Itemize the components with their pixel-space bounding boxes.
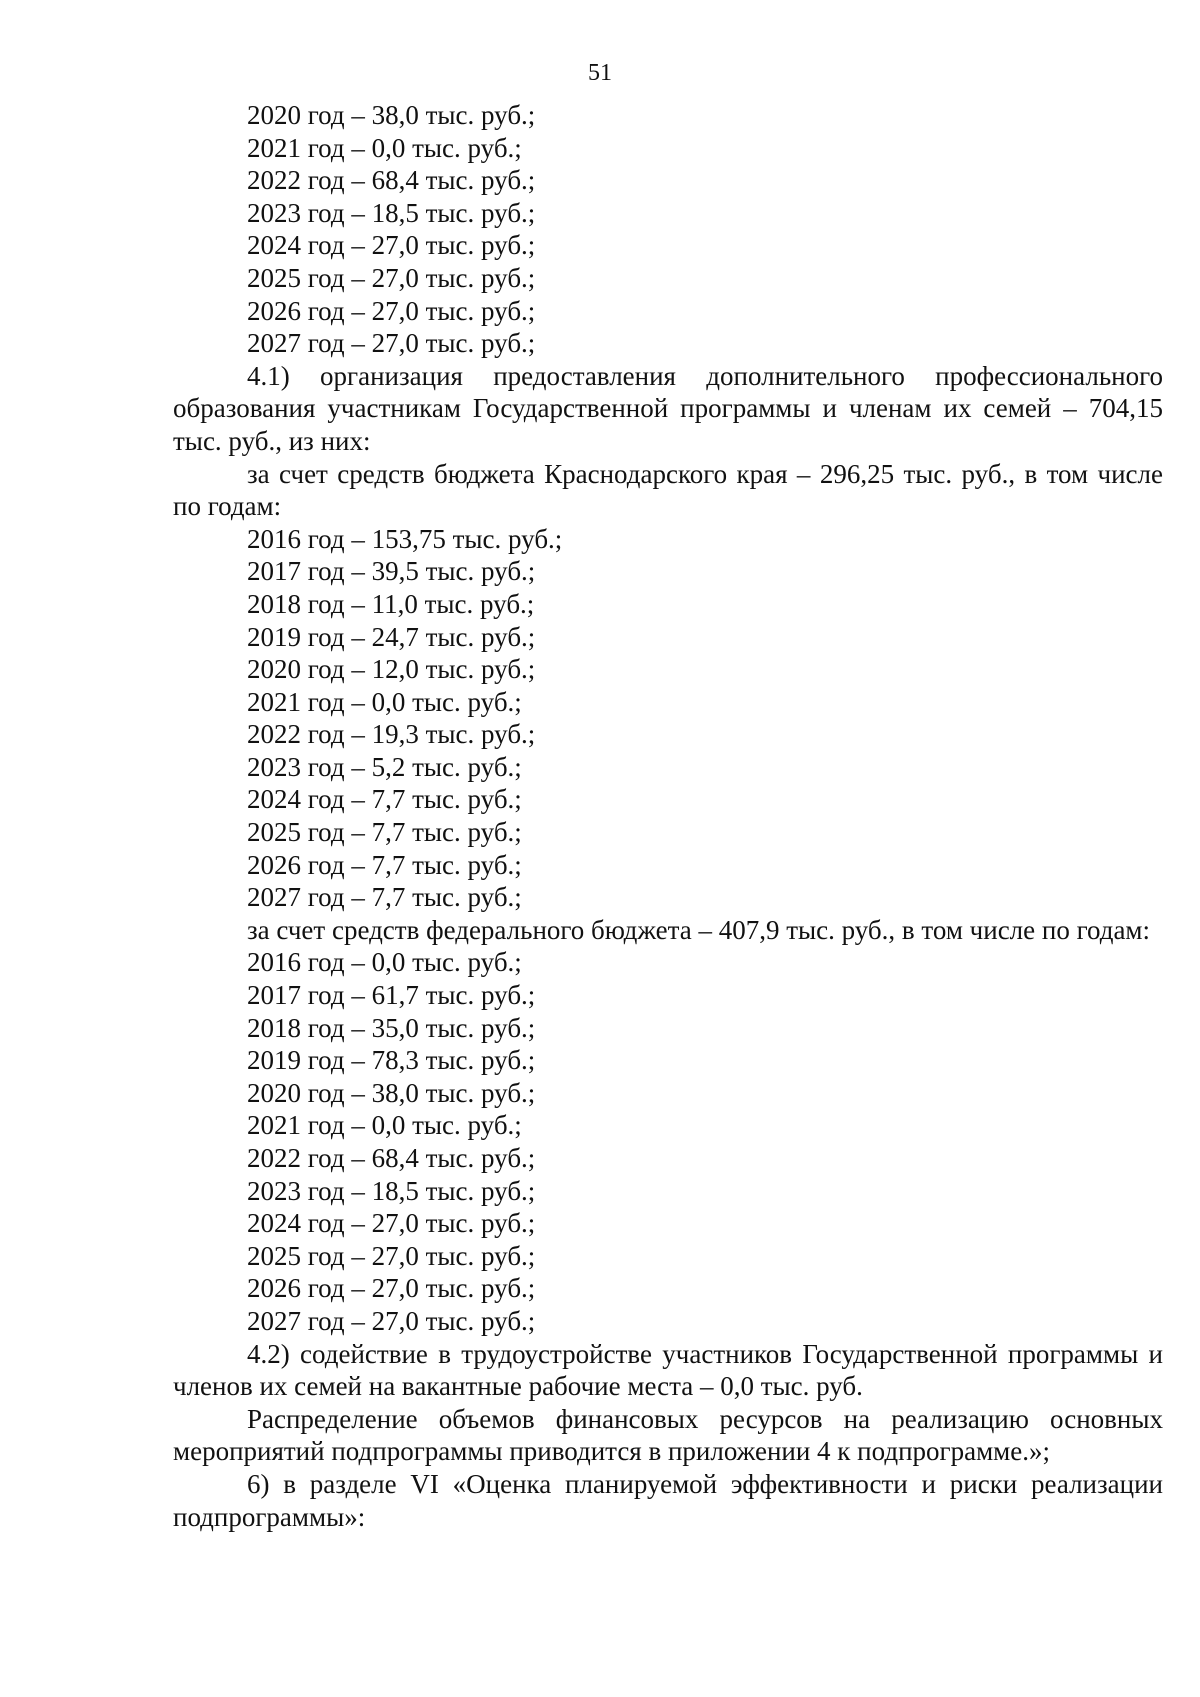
year-line: 2018 год – 35,0 тыс. руб.;	[247, 1012, 536, 1043]
year-line: 2017 год – 39,5 тыс. руб.;	[247, 556, 536, 587]
year-line: 2021 год – 0,0 тыс. руб.;	[247, 1110, 522, 1141]
year-line: 2026 год – 7,7 тыс. руб.;	[247, 849, 522, 880]
year-line: 2026 год – 27,0 тыс. руб.;	[247, 1273, 536, 1304]
year-line: 2023 год – 18,5 тыс. руб.;	[247, 1175, 536, 1206]
year-line: 2025 год – 27,0 тыс. руб.;	[247, 262, 536, 293]
year-line: 2018 год – 11,0 тыс. руб.;	[247, 588, 535, 619]
year-line: 2027 год – 27,0 тыс. руб.;	[247, 328, 536, 359]
paragraph-4-1: 4.1) организация предоставления дополнительного профессионального образования участникам Государственной программы и членам их семей – 704,15 тыс. руб., из них:	[173, 360, 1163, 456]
year-line: 2020 год – 38,0 тыс. руб.;	[247, 1077, 536, 1108]
year-line: 2022 год – 19,3 тыс. руб.;	[247, 719, 536, 750]
year-line: 2023 год – 18,5 тыс. руб.;	[247, 197, 536, 228]
year-line: 2022 год – 68,4 тыс. руб.;	[247, 1143, 536, 1173]
year-line: 2020 год – 12,0 тыс. руб.;	[247, 654, 536, 685]
year-line: 2016 год – 153,75 тыс. руб.;	[247, 523, 563, 554]
page-number: 51	[588, 60, 612, 86]
year-line: 2025 год – 7,7 тыс. руб.;	[247, 817, 522, 848]
year-line: 2024 год – 27,0 тыс. руб.;	[247, 1208, 536, 1239]
year-line: 2019 год – 24,7 тыс. руб.;	[247, 621, 536, 652]
year-line: 2024 год – 7,7 тыс. руб.;	[247, 784, 522, 815]
paragraph-section-6: 6) в разделе VI «Оценка планируемой эффективности и риски реализации подпрограммы»:	[173, 1468, 1163, 1532]
paragraph-distribution: Распределение объемов финансовых ресурсов на реализацию основных мероприятий подпрограммы приводится в приложении 4 к подпрограмме.»;	[173, 1403, 1163, 1467]
year-line: 2027 год – 7,7 тыс. руб.;	[247, 882, 522, 913]
year-line: 2026 год – 27,0 тыс. руб.;	[247, 295, 536, 326]
document-body	[173, 99, 1163, 1533]
year-line: 2020 год – 38,0 тыс. руб.;	[247, 100, 536, 130]
paragraph-federal-budget: за счет средств федерального бюджета – 407,9 тыс. руб., в том числе по годам:	[247, 914, 1151, 945]
paragraph-regional-budget: за счет средств бюджета Краснодарского края – 296,25 тыс. руб., в том числе по годам:	[173, 458, 1163, 522]
year-line: 2022 год – 68,4 тыс. руб.;	[247, 165, 536, 196]
year-line: 2021 год – 0,0 тыс. руб.;	[247, 132, 522, 163]
year-line: 2023 год – 5,2 тыс. руб.;	[247, 751, 522, 782]
year-line: 2019 год – 78,3 тыс. руб.;	[247, 1045, 536, 1076]
year-line: 2021 год – 0,0 тыс. руб.;	[247, 686, 522, 717]
year-line: 2024 год – 27,0 тыс. руб.;	[247, 230, 536, 261]
year-line: 2016 год – 0,0 тыс. руб.;	[247, 947, 522, 978]
year-line: 2017 год – 61,7 тыс. руб.;	[247, 980, 536, 1011]
year-line: 2027 год – 27,0 тыс. руб.;	[247, 1305, 536, 1336]
paragraph-4-2: 4.2) содействие в трудоустройстве участников Государственной программы и членов их семей на вакантные рабочие места – 0,0 тыс. руб.	[173, 1338, 1163, 1402]
year-line: 2025 год – 27,0 тыс. руб.;	[247, 1240, 536, 1271]
